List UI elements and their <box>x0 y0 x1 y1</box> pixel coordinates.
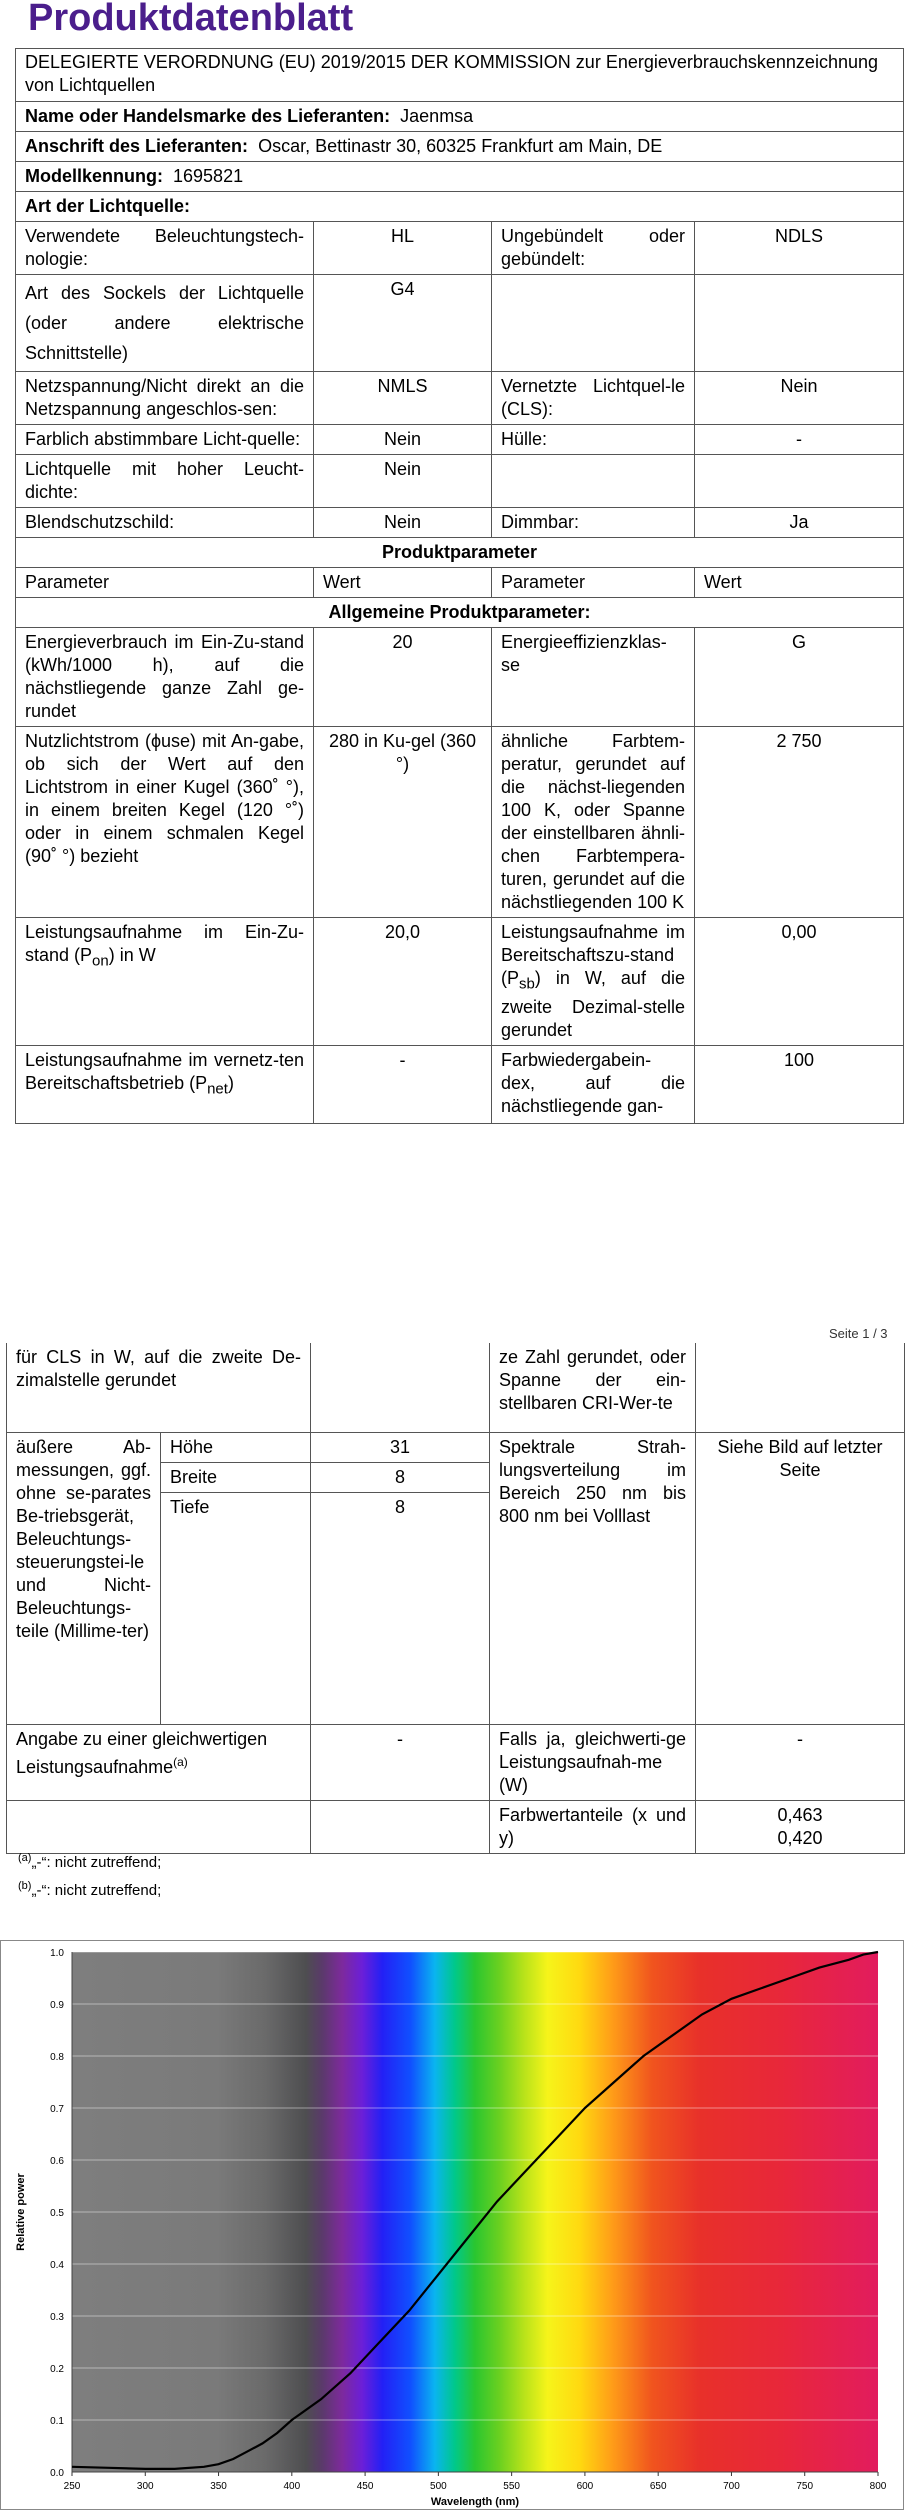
cri-cont: ze Zahl gerundet, oder Spanne der ein-stellbaren CRI-Wer-te <box>490 1343 696 1433</box>
bundled-value: NDLS <box>695 222 904 275</box>
x-tick-label: 750 <box>796 2481 814 2492</box>
x-tick-label: 800 <box>869 2481 887 2492</box>
col-header-parameter: Parameter <box>16 568 314 598</box>
datasheet-page-2 <box>6 1343 904 1854</box>
luminous-flux-value: 280 in Ku-gel (360 °) <box>314 727 492 918</box>
height-value: 31 <box>311 1433 490 1463</box>
col-header-value: Wert <box>695 568 904 598</box>
supplier-name-row <box>16 102 904 132</box>
cap-value: G4 <box>314 275 492 372</box>
width-value: 8 <box>311 1463 490 1493</box>
envelope-value: - <box>695 425 904 455</box>
empty-cell <box>311 1343 490 1433</box>
energy-consumption-label: Energieverbrauch im Ein-Zu-stand (kWh/1000 h), auf die nächstliegende ganze Zahl ge-rundet <box>16 628 314 727</box>
cri-value: 100 <box>695 1045 904 1123</box>
depth-value: 8 <box>311 1493 490 1725</box>
product-parameters-heading: Produktparameter <box>16 538 904 568</box>
network-standby-value: - <box>314 1045 492 1123</box>
glare-shield-value: Nein <box>314 508 492 538</box>
cct-value: 2 750 <box>695 727 904 918</box>
standby-power-label-text: Leistungsaufnahme im Bereitschaftszu-stand (P <box>501 922 685 988</box>
equivalent-power-value: - <box>311 1725 490 1801</box>
y-tick-label: 0.0 <box>50 2468 64 2479</box>
empty-cell <box>695 275 904 372</box>
connected-label: Vernetzte Lichtquel-le (CLS): <box>492 372 695 425</box>
x-axis-label: Wavelength (nm) <box>430 2496 520 2508</box>
spectral-distribution-value: Siehe Bild auf letzter Seite <box>696 1433 905 1725</box>
x-tick-label: 350 <box>210 2481 227 2492</box>
empty-cell <box>492 455 695 508</box>
tech-value: HL <box>314 222 492 275</box>
equivalent-power-label-text: Angabe zu einer gleichwertigen Leistungsaufnahme <box>16 1729 268 1777</box>
x-tick-label: 650 <box>649 2481 667 2492</box>
energy-class-value: G <box>695 628 904 727</box>
glare-shield-label: Blendschutzschild: <box>16 508 314 538</box>
spectral-chart-svg <box>0 1940 904 2510</box>
mains-label: Netzspannung/Nicht direkt an die Netzspannung angeschlos-sen: <box>16 372 314 425</box>
equivalent-power-footnote-mark: (a) <box>173 1755 188 1769</box>
y-tick-label: 0.8 <box>50 2052 64 2063</box>
x-tick-label: 600 <box>576 2481 594 2492</box>
y-tick-label: 0.1 <box>50 2416 64 2427</box>
chromaticity-y: 0,420 <box>777 1828 823 1848</box>
model-label: Modellkennung: <box>25 166 163 186</box>
network-standby-cont: für CLS in W, auf die zweite De-zimalstelle gerundet <box>7 1343 311 1433</box>
network-standby-subscript: net <box>207 1080 228 1098</box>
supplier-address-row <box>16 132 904 162</box>
x-tick-label: 500 <box>430 2481 447 2492</box>
general-parameters-heading: Allgemeine Produktparameter: <box>16 598 904 628</box>
empty-cell <box>492 275 695 372</box>
standby-power-value: 0,00 <box>695 918 904 1046</box>
footnote-b <box>18 1880 161 1899</box>
page-number: Seite 1 / 3 <box>829 1326 888 1341</box>
empty-cell <box>311 1801 490 1854</box>
envelope-label: Hülle: <box>492 425 695 455</box>
datasheet-page-1 <box>15 48 903 1124</box>
y-tick-label: 1.0 <box>50 1948 64 1959</box>
bundled-label: Ungebündelt oder gebündelt: <box>492 222 695 275</box>
power-on-subscript: on <box>92 952 109 970</box>
supplier-name-value: Jaenmsa <box>400 106 474 126</box>
depth-label: Tiefe <box>161 1493 311 1725</box>
footnote-b-mark: (b) <box>18 1880 32 1892</box>
chromaticity-x: 0,463 <box>777 1805 823 1825</box>
x-tick-label: 300 <box>136 2481 154 2492</box>
lightsource-type-heading: Art der Lichtquelle: <box>16 192 904 222</box>
datasheet-table-1 <box>15 48 904 1124</box>
y-axis-label: Relative power <box>15 2173 27 2251</box>
network-standby-label-unit: ) <box>227 1072 234 1093</box>
chromaticity-values <box>696 1801 905 1854</box>
datasheet-table-2 <box>6 1343 905 1854</box>
cap-label: Art des Sockels der Lichtquelle (oder andere elektrische Schnittstelle) <box>16 275 314 372</box>
y-tick-label: 0.4 <box>50 2260 64 2271</box>
dimmable-value: Ja <box>695 508 904 538</box>
standby-power-subscript: sb <box>519 975 535 993</box>
x-tick-label: 700 <box>723 2481 740 2492</box>
colour-tunable-label: Farblich abstimmbare Licht-quelle: <box>16 425 314 455</box>
width-label: Breite <box>161 1463 311 1493</box>
luminous-flux-label: Nutzlichtstrom (ϕuse) mit An-gabe, ob sich der Wert auf den Lichtstrom in einer Kugel (360˚ °), in einem breiten Kegel (120 °˚) oder in einem schmalen Kegel (90˚ °) bezieht <box>16 727 314 918</box>
col-header-value: Wert <box>314 568 492 598</box>
standby-power-label <box>492 918 695 1046</box>
colour-tunable-value: Nein <box>314 425 492 455</box>
network-standby-label-text: Leistungsaufnahme im vernetz-ten Bereitschaftsbetrieb (P <box>25 1049 304 1093</box>
chromaticity-label: Farbwertanteile (x und y) <box>490 1801 696 1854</box>
mains-value: NMLS <box>314 372 492 425</box>
footnote-a-text: „-“: nicht zutreffend; <box>31 1854 162 1871</box>
y-tick-label: 0.6 <box>50 2156 64 2167</box>
height-label: Höhe <box>161 1433 311 1463</box>
power-on-value: 20,0 <box>314 918 492 1046</box>
high-luminance-label: Lichtquelle mit hoher Leucht-dichte: <box>16 455 314 508</box>
y-tick-label: 0.2 <box>50 2364 64 2375</box>
equivalent-power-watts-value: - <box>696 1725 905 1801</box>
dimmable-label: Dimmbar: <box>492 508 695 538</box>
page-title: Produktdatenblatt <box>28 0 354 39</box>
supplier-address-value: Oscar, Bettinastr 30, 60325 Frankfurt am Main, DE <box>258 136 663 156</box>
supplier-address-label: Anschrift des Lieferanten: <box>25 136 249 156</box>
energy-consumption-value: 20 <box>314 628 492 727</box>
high-luminance-value: Nein <box>314 455 492 508</box>
cct-label: ähnliche Farbtem-peratur, gerundet auf die nächst-liegenden 100 K, oder Spanne der einstellbaren ähnli-chen Farbtempera-turen, gerundet auf die nächstliegenden 100 K <box>492 727 695 918</box>
supplier-name-label: Name oder Handelsmarke des Lieferanten: <box>25 106 391 126</box>
y-tick-label: 0.7 <box>50 2104 64 2115</box>
power-on-label <box>16 918 314 1046</box>
model-row <box>16 162 904 192</box>
x-tick-label: 400 <box>283 2481 301 2492</box>
regulation-text: DELEGIERTE VERORDNUNG (EU) 2019/2015 DER KOMMISSION zur Energieverbrauchskennzeichnung von Lichtquellen <box>16 49 904 102</box>
empty-cell <box>7 1801 311 1854</box>
y-tick-label: 0.5 <box>50 2208 64 2219</box>
spectral-chart <box>0 1940 904 2510</box>
connected-value: Nein <box>695 372 904 425</box>
power-on-label-text: Leistungsaufnahme im Ein-Zu-stand (P <box>25 922 304 965</box>
footnote-b-text: „-“: nicht zutreffend; <box>31 1882 162 1899</box>
empty-cell <box>696 1343 905 1433</box>
standby-power-label-unit: ) in W, auf die zweite Dezimal-stelle gerundet <box>501 968 685 1040</box>
cri-label: Farbwiedergabein-dex, auf die nächstliegende gan- <box>492 1045 695 1123</box>
spectral-distribution-label: Spektrale Strah-lungsverteilung im Bereich 250 nm bis 800 nm bei Volllast <box>490 1433 696 1725</box>
x-tick-label: 450 <box>356 2481 374 2492</box>
network-standby-label <box>16 1045 314 1123</box>
energy-class-label: Energieeffizienzklas-se <box>492 628 695 727</box>
equivalent-power-label <box>7 1725 311 1801</box>
footnote-a <box>18 1852 161 1871</box>
empty-cell <box>695 455 904 508</box>
y-tick-label: 0.9 <box>50 2000 64 2011</box>
footnote-a-mark: (a) <box>18 1852 32 1864</box>
power-on-label-unit: ) in W <box>108 945 156 965</box>
equivalent-power-watts-label: Falls ja, gleichwerti-ge Leistungsaufnah-me (W) <box>490 1725 696 1801</box>
dimensions-label: äußere Ab-messungen, ggf. ohne se-parates Be-triebsgerät, Beleuchtungs-steuerungstei-le und Nicht-Beleuchtungs-teile (Millime-ter) <box>7 1433 161 1725</box>
x-tick-label: 550 <box>503 2481 520 2492</box>
y-tick-label: 0.3 <box>50 2312 64 2323</box>
tech-label: Verwendete Beleuchtungstech-nologie: <box>16 222 314 275</box>
x-tick-label: 250 <box>63 2481 81 2492</box>
col-header-parameter: Parameter <box>492 568 695 598</box>
model-value: 1695821 <box>173 166 244 186</box>
